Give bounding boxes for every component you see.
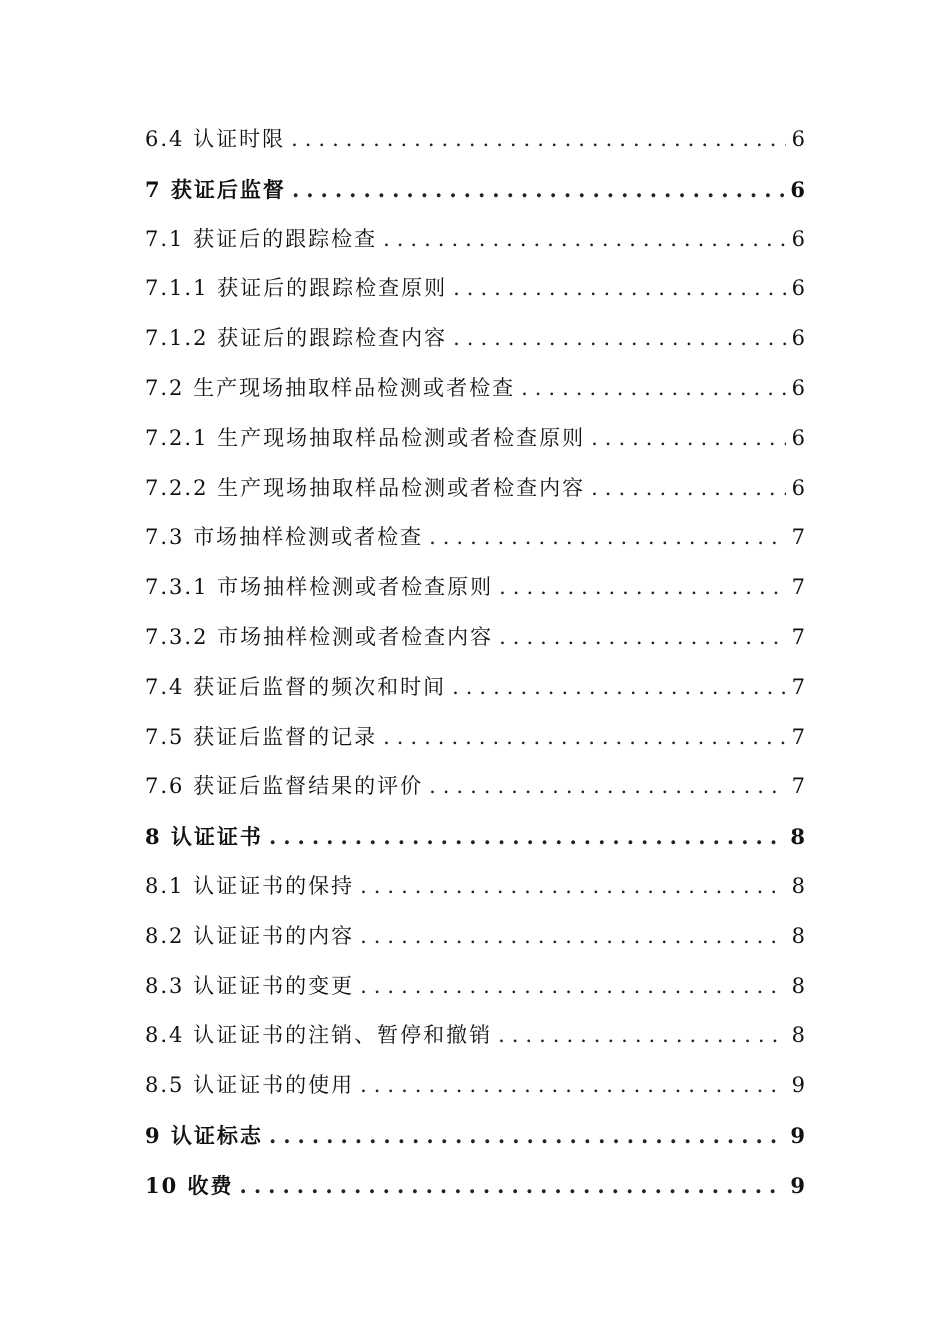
toc-dot-leader [240, 1161, 785, 1211]
toc-dot-leader [360, 962, 786, 1012]
toc-page-number: 6 [790, 176, 805, 202]
toc-entry[interactable] [145, 713, 805, 763]
toc-entry[interactable] [145, 314, 805, 364]
toc-page-number: 6 [791, 276, 805, 301]
toc-dot-leader [453, 314, 786, 364]
toc-entry[interactable] [145, 364, 805, 414]
toc-dot-leader [360, 862, 786, 912]
toc-entry-label: 9 认证标志 [145, 1122, 263, 1148]
toc-entry[interactable] [145, 1111, 805, 1161]
toc-entry-label: 7 获证后监督 [145, 176, 286, 202]
toc-entry[interactable] [145, 215, 805, 265]
toc-page-number: 6 [791, 127, 805, 151]
toc-entry-label: 7.3.2 市场抽样检测或者检查内容 [145, 624, 494, 649]
toc-page-number: 6 [791, 375, 805, 400]
toc-page-number: 7 [791, 575, 805, 600]
toc-entry-label: 7.1.1 获证后的跟踪检查原则 [145, 276, 448, 301]
toc-entry[interactable] [145, 165, 805, 215]
toc-entry[interactable] [145, 115, 805, 165]
toc-entry[interactable] [145, 1011, 805, 1061]
toc-dot-leader [591, 464, 786, 514]
toc-page-number: 7 [791, 525, 805, 550]
toc-entry-label: 10 收费 [145, 1172, 234, 1198]
toc-page-number: 6 [791, 226, 805, 251]
toc-entry-label: 7.3.1 市场抽样检测或者检查原则 [145, 575, 494, 600]
toc-dot-leader [383, 713, 786, 763]
toc-dot-leader [383, 215, 786, 265]
toc-page-number: 7 [791, 624, 805, 649]
toc-page-number: 8 [791, 923, 805, 948]
toc-entry[interactable] [145, 563, 805, 613]
toc-dot-leader [429, 762, 786, 812]
toc-page-number: 8 [791, 973, 805, 998]
toc-dot-leader [269, 812, 784, 862]
toc-page-number: 9 [791, 1073, 805, 1098]
toc-entry[interactable] [145, 762, 805, 812]
toc-page-number: 8 [791, 1023, 805, 1048]
toc-dot-leader [499, 613, 786, 663]
toc-entry[interactable] [145, 464, 805, 514]
toc-entry-label: 8.4 认证证书的注销、暂停和撤销 [145, 1023, 493, 1048]
toc-entry-label: 8.2 认证证书的内容 [145, 923, 355, 948]
toc-page-number: 7 [791, 724, 805, 749]
toc-entry[interactable] [145, 862, 805, 912]
toc-entry[interactable] [145, 264, 805, 314]
toc-dot-leader [499, 563, 786, 613]
toc-entry-label: 7.4 获证后监督的频次和时间 [145, 674, 447, 699]
toc-entry-label: 7.2 生产现场抽取样品检测或者检查 [145, 375, 516, 400]
toc-page-number: 7 [791, 674, 805, 699]
toc-entry-label: 7.2.2 生产现场抽取样品检测或者检查内容 [145, 475, 586, 500]
toc-entry[interactable] [145, 962, 805, 1012]
toc-page-number: 6 [791, 475, 805, 500]
toc-dot-leader [453, 264, 786, 314]
toc-dot-leader [292, 165, 784, 215]
toc-entry-label: 7.6 获证后监督结果的评价 [145, 774, 424, 799]
toc-entry[interactable] [145, 912, 805, 962]
toc-page-number: 7 [791, 774, 805, 799]
toc-page-number: 6 [791, 326, 805, 351]
toc-entry[interactable] [145, 812, 805, 862]
toc-entry-label: 8 认证证书 [145, 824, 263, 850]
toc-entry-label: 7.5 获证后监督的记录 [145, 724, 378, 749]
toc-dot-leader [360, 1061, 786, 1111]
toc-dot-leader [360, 912, 786, 962]
toc-entry[interactable] [145, 414, 805, 464]
toc-entry[interactable] [145, 1061, 805, 1111]
toc-dot-leader [291, 115, 786, 165]
toc-entry[interactable] [145, 1161, 805, 1211]
toc-page-number: 6 [791, 425, 805, 450]
toc-page-number: 9 [790, 1172, 805, 1198]
toc-entry[interactable] [145, 613, 805, 663]
toc-entry-label: 6.4 认证时限 [145, 127, 286, 151]
toc-entry[interactable] [145, 663, 805, 713]
toc-entry-label: 8.1 认证证书的保持 [145, 873, 355, 898]
toc-entry-label: 7.3 市场抽样检测或者检查 [145, 525, 424, 550]
toc-page-number: 8 [791, 873, 805, 898]
toc-dot-leader [429, 513, 786, 563]
toc-page-number: 8 [790, 824, 805, 850]
toc-entry-label: 8.3 认证证书的变更 [145, 973, 355, 998]
toc-entry-label: 7.1 获证后的跟踪检查 [145, 226, 378, 251]
toc-dot-leader [269, 1111, 784, 1161]
toc-entry[interactable] [145, 513, 805, 563]
table-of-contents [145, 115, 805, 1211]
toc-entry-label: 7.2.1 生产现场抽取样品检测或者检查原则 [145, 425, 586, 450]
toc-entry-label: 7.1.2 获证后的跟踪检查内容 [145, 326, 448, 351]
toc-dot-leader [521, 364, 786, 414]
toc-dot-leader [498, 1011, 786, 1061]
toc-page-number: 9 [790, 1122, 805, 1148]
toc-entry-label: 8.5 认证证书的使用 [145, 1073, 355, 1098]
toc-dot-leader [591, 414, 786, 464]
toc-dot-leader [452, 663, 786, 713]
